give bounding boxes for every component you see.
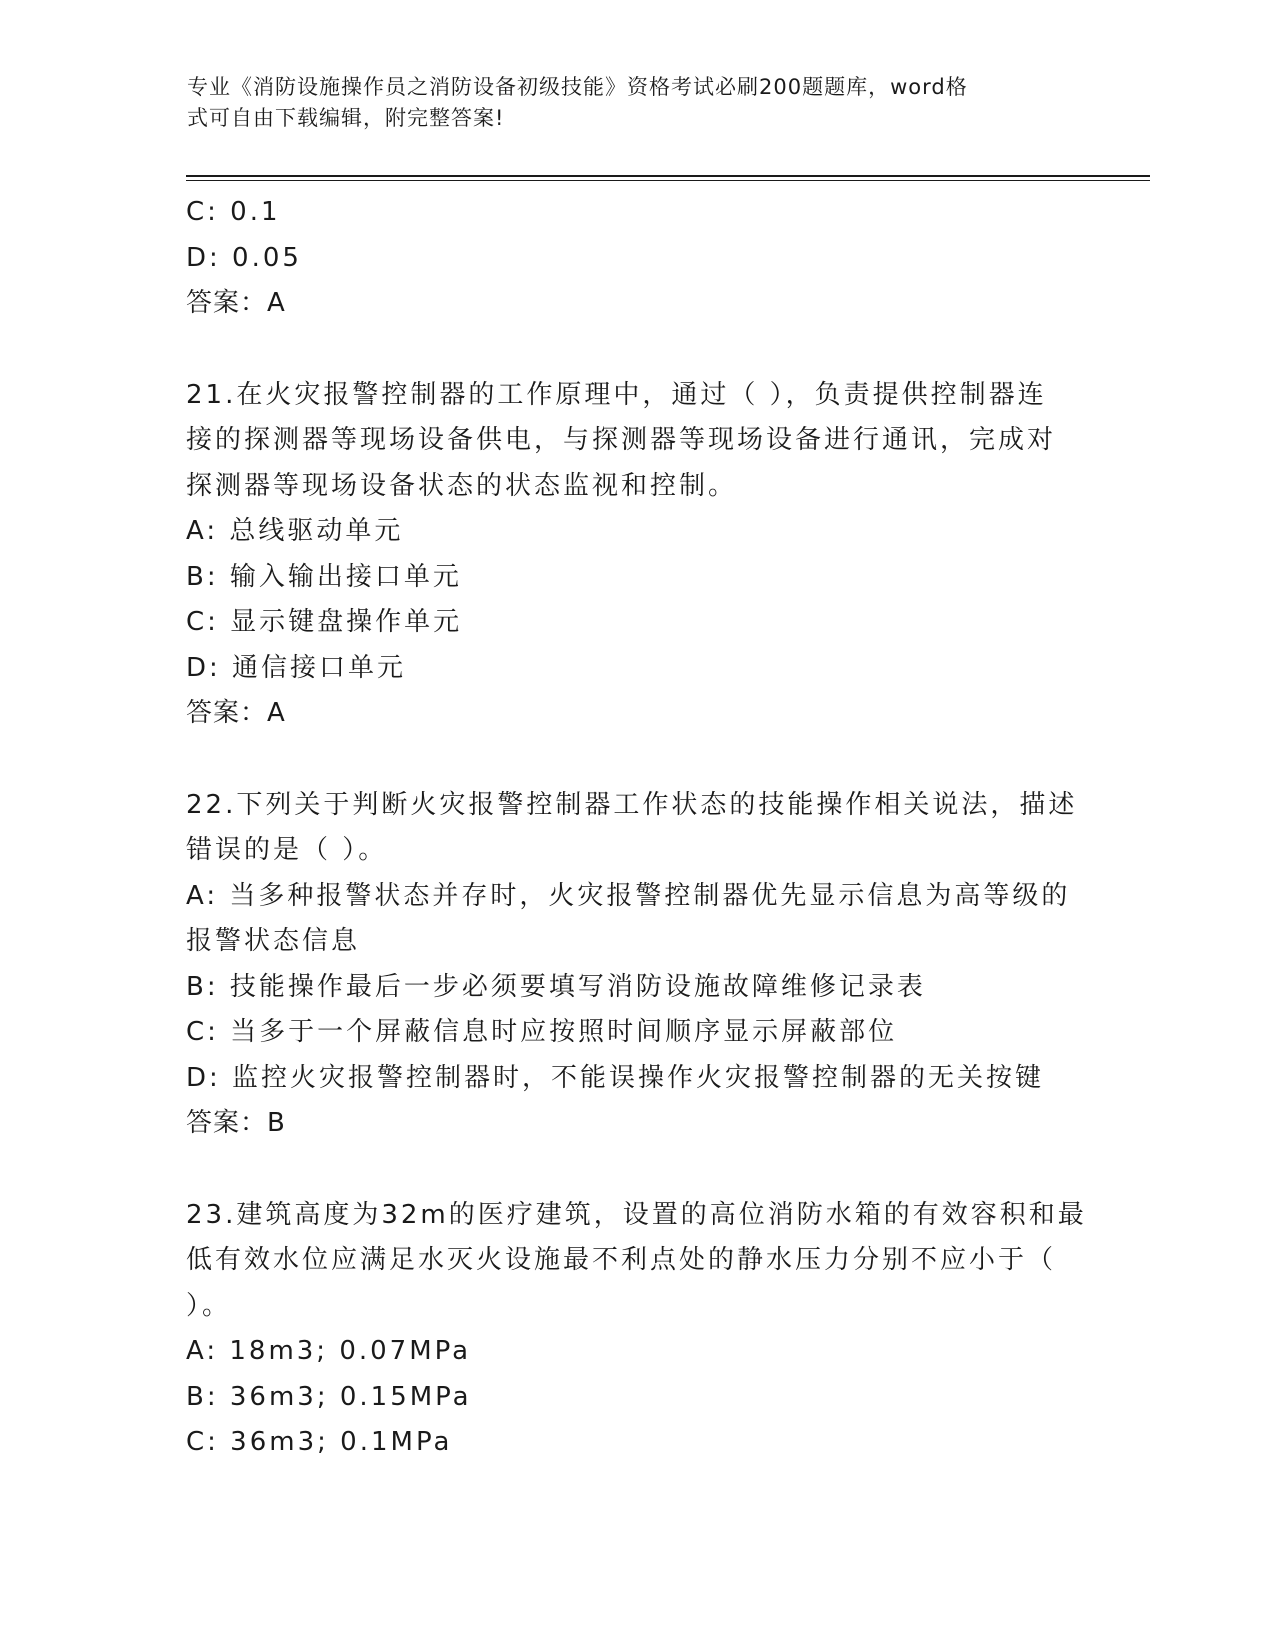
question-text-line: ）。 (186, 1290, 232, 1321)
answer: 答案：B (186, 1108, 286, 1138)
option-c: C: 0.1 (186, 197, 281, 227)
option-d: D: 0.05 (186, 242, 302, 273)
spacer (186, 1147, 1086, 1193)
question-text-line: 低有效水位应满足水灭火设施最不利点处的静水压力分别不应小于（ (186, 1245, 1057, 1275)
question-text-line: 21.在火灾报警控制器的工作原理中，通过（ ），负责提供控制器连 (186, 379, 1047, 410)
option-a: A: 18m3; 0.07MPa (186, 1336, 472, 1366)
option-c: C: 36m3; 0.1MPa (186, 1427, 453, 1457)
previous-question-tail (186, 190, 1086, 327)
spacer (186, 327, 1086, 373)
header-rule-thick (186, 175, 1150, 177)
option-b: B: 36m3; 0.15MPa (186, 1381, 472, 1412)
option-b: B: 输入输出接口单元 (186, 561, 462, 592)
spacer (186, 737, 1086, 783)
answer: 答案：A (186, 288, 286, 318)
option-d: D: 监控火灾报警控制器时，不能误操作火灾报警控制器的无关按键 (186, 1062, 1045, 1093)
option-c: C: 显示键盘操作单元 (186, 607, 463, 637)
question-text-line: 接的探测器等现场设备供电，与探测器等现场设备进行通讯，完成对 (186, 425, 1057, 455)
header-line-2: 式可自由下载编辑，附完整答案! (187, 106, 505, 130)
option-a: A: 总线驱动单元 (186, 516, 404, 546)
question-text-line: 错误的是（ ）。 (186, 835, 388, 865)
option-d: D: 通信接口单元 (186, 652, 407, 683)
option-a-continued: 报警状态信息 (186, 926, 361, 956)
question-text-line: 22.下列关于判断火灾报警控制器工作状态的技能操作相关说法，描述 (186, 789, 1078, 820)
question-21 (186, 373, 1086, 737)
answer: 答案：A (186, 698, 286, 728)
question-text-line: 23.建筑高度为32m的医疗建筑，设置的高位消防水箱的有效容积和最 (186, 1199, 1087, 1230)
header-rule-thin (186, 180, 1150, 181)
question-22 (186, 783, 1086, 1147)
option-c: C: 当多于一个屏蔽信息时应按照时间顺序显示屏蔽部位 (186, 1017, 898, 1047)
question-content (186, 190, 1086, 1466)
option-b: B: 技能操作最后一步必须要填写消防设施故障维修记录表 (186, 971, 926, 1002)
header-line-1: 专业《消防设施操作员之消防设备初级技能》资格考试必刷200题题库，word格 (187, 75, 968, 99)
document-header (187, 72, 1067, 134)
question-23 (186, 1193, 1086, 1466)
option-a: A: 当多种报警状态并存时，火灾报警控制器优先显示信息为高等级的 (186, 880, 1071, 911)
question-text-line: 探测器等现场设备状态的状态监视和控制。 (186, 470, 738, 501)
